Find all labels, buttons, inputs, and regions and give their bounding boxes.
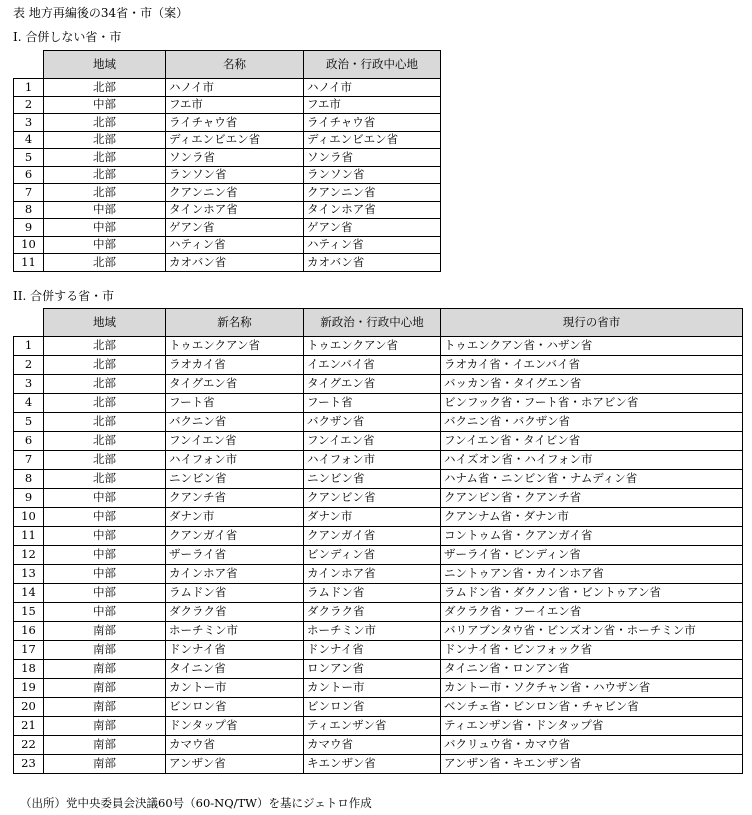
table-row [14, 451, 743, 470]
name-cell: フート省 [166, 394, 304, 413]
center-cell: ロンアン省 [304, 660, 441, 679]
center-cell: ソンラ省 [304, 149, 441, 167]
table-row [14, 755, 743, 774]
name-cell: クアンチ省 [166, 489, 304, 508]
center-cell: フート省 [304, 394, 441, 413]
region-cell: 南部 [44, 736, 166, 755]
name-cell: ビンロン省 [166, 698, 304, 717]
row-number: 7 [14, 184, 44, 202]
row-number: 2 [14, 356, 44, 375]
table-row [14, 565, 743, 584]
region-cell: 北部 [44, 114, 166, 132]
table-row [14, 201, 441, 219]
current-cell: ラオカイ省・イエンバイ省 [441, 356, 743, 375]
region-cell: 北部 [44, 470, 166, 489]
header-cell [14, 309, 44, 337]
center-cell: フエ市 [304, 96, 441, 114]
current-cell: フンイエン省・タイビン省 [441, 432, 743, 451]
row-number: 8 [14, 470, 44, 489]
current-cell: ドンナイ省・ビンフォック省 [441, 641, 743, 660]
row-number: 11 [14, 254, 44, 272]
current-cell: バクリュウ省・カマウ省 [441, 736, 743, 755]
center-cell: ゲアン省 [304, 219, 441, 237]
center-cell: ライチャウ省 [304, 114, 441, 132]
table-row [14, 622, 743, 641]
table-row [14, 679, 743, 698]
region-cell: 北部 [44, 432, 166, 451]
current-cell: ハイズオン省・ハイフォン市 [441, 451, 743, 470]
header-cell: 新名称 [166, 309, 304, 337]
center-cell: ホーチミン市 [304, 622, 441, 641]
center-cell: イエンバイ省 [304, 356, 441, 375]
region-cell: 南部 [44, 698, 166, 717]
row-number: 5 [14, 413, 44, 432]
name-cell: トゥエンクアン省 [166, 337, 304, 356]
source-note: （出所）党中央委員会決議60号（60-NQ/TW）を基にジェトロ作成 [20, 796, 372, 810]
center-cell: クアンビン省 [304, 489, 441, 508]
row-number: 10 [14, 236, 44, 254]
name-cell: ドンナイ省 [166, 641, 304, 660]
name-cell: タインホア省 [166, 201, 304, 219]
region-cell: 中部 [44, 219, 166, 237]
name-cell: タイニン省 [166, 660, 304, 679]
table-row [14, 254, 441, 272]
name-cell: アンザン省 [166, 755, 304, 774]
region-cell: 北部 [44, 79, 166, 97]
table-row [14, 337, 743, 356]
current-cell: ダクラク省・フーイエン省 [441, 603, 743, 622]
center-cell: ビンロン省 [304, 698, 441, 717]
row-number: 7 [14, 451, 44, 470]
region-cell: 南部 [44, 755, 166, 774]
table-row [14, 641, 743, 660]
name-cell: ラオカイ省 [166, 356, 304, 375]
region-cell: 北部 [44, 337, 166, 356]
row-number: 8 [14, 201, 44, 219]
region-cell: 中部 [44, 527, 166, 546]
current-cell: ニントゥアン省・カインホア省 [441, 565, 743, 584]
region-cell: 北部 [44, 394, 166, 413]
name-cell: ダクラク省 [166, 603, 304, 622]
name-cell: ニンビン省 [166, 470, 304, 489]
center-cell: ディエンビエン省 [304, 131, 441, 149]
row-number: 10 [14, 508, 44, 527]
row-number: 15 [14, 603, 44, 622]
row-number: 21 [14, 717, 44, 736]
table-caption: 表 地方再編後の34省・市（案） [13, 6, 189, 20]
center-cell: クアンガイ省 [304, 527, 441, 546]
header-cell: 地域 [44, 309, 166, 337]
table-header-row [14, 309, 743, 337]
table-row [14, 184, 441, 202]
name-cell: フエ市 [166, 96, 304, 114]
row-number: 23 [14, 755, 44, 774]
region-cell: 中部 [44, 201, 166, 219]
region-cell: 北部 [44, 149, 166, 167]
table-row [14, 698, 743, 717]
table-row [14, 470, 743, 489]
table-row [14, 489, 743, 508]
region-cell: 北部 [44, 356, 166, 375]
region-cell: 北部 [44, 375, 166, 394]
name-cell: クアンニン省 [166, 184, 304, 202]
center-cell: トゥエンクアン省 [304, 337, 441, 356]
region-cell: 北部 [44, 254, 166, 272]
table-row [14, 79, 441, 97]
region-cell: 北部 [44, 184, 166, 202]
center-cell: キエンザン省 [304, 755, 441, 774]
current-cell: ザーライ省・ビンディン省 [441, 546, 743, 565]
current-cell: バリアブンタウ省・ビンズオン省・ホーチミン市 [441, 622, 743, 641]
table-row [14, 717, 743, 736]
table-row [14, 508, 743, 527]
row-number: 3 [14, 375, 44, 394]
current-cell: カントー市・ソクチャン省・ハウザン省 [441, 679, 743, 698]
table-row [14, 603, 743, 622]
row-number: 4 [14, 394, 44, 413]
name-cell: ホーチミン市 [166, 622, 304, 641]
table-row [14, 527, 743, 546]
name-cell: カマウ省 [166, 736, 304, 755]
row-number: 17 [14, 641, 44, 660]
table-row [14, 219, 441, 237]
table-row [14, 413, 743, 432]
header-cell: 名称 [166, 51, 304, 79]
row-number: 6 [14, 432, 44, 451]
center-cell: カオバン省 [304, 254, 441, 272]
table-row [14, 394, 743, 413]
table-row [14, 356, 743, 375]
row-number: 12 [14, 546, 44, 565]
center-cell: バクザン省 [304, 413, 441, 432]
current-cell: ビンフック省・フート省・ホアビン省 [441, 394, 743, 413]
region-cell: 北部 [44, 413, 166, 432]
center-cell: フンイエン省 [304, 432, 441, 451]
current-cell: クアンビン省・クアンチ省 [441, 489, 743, 508]
name-cell: タイグエン省 [166, 375, 304, 394]
name-cell: フンイエン省 [166, 432, 304, 451]
name-cell: ライチャウ省 [166, 114, 304, 132]
center-cell: ハノイ市 [304, 79, 441, 97]
table-row [14, 149, 441, 167]
current-cell: ラムドン省・ダクノン省・ビントゥアン省 [441, 584, 743, 603]
center-cell: タイグエン省 [304, 375, 441, 394]
region-cell: 北部 [44, 451, 166, 470]
center-cell: ニンビン省 [304, 470, 441, 489]
name-cell: ゲアン省 [166, 219, 304, 237]
name-cell: ラムドン省 [166, 584, 304, 603]
name-cell: ザーライ省 [166, 546, 304, 565]
center-cell: カマウ省 [304, 736, 441, 755]
table-row [14, 96, 441, 114]
table-row [14, 166, 441, 184]
row-number: 14 [14, 584, 44, 603]
name-cell: カントー市 [166, 679, 304, 698]
name-cell: ランソン省 [166, 166, 304, 184]
current-cell: ベンチェ省・ビンロン省・チャビン省 [441, 698, 743, 717]
header-cell [14, 51, 44, 79]
table-row [14, 660, 743, 679]
table-unmerged [13, 50, 441, 272]
name-cell: ダナン市 [166, 508, 304, 527]
region-cell: 北部 [44, 131, 166, 149]
center-cell: クアンニン省 [304, 184, 441, 202]
table-row [14, 432, 743, 451]
row-number: 3 [14, 114, 44, 132]
row-number: 6 [14, 166, 44, 184]
row-number: 4 [14, 131, 44, 149]
region-cell: 中部 [44, 603, 166, 622]
region-cell: 南部 [44, 641, 166, 660]
center-cell: ラムドン省 [304, 584, 441, 603]
table-merged [13, 308, 743, 774]
row-number: 1 [14, 79, 44, 97]
center-cell: ティエンザン省 [304, 717, 441, 736]
header-cell: 現行の省市 [441, 309, 743, 337]
row-number: 22 [14, 736, 44, 755]
region-cell: 南部 [44, 660, 166, 679]
region-cell: 中部 [44, 489, 166, 508]
section2-title: II. 合併する省・市 [13, 289, 115, 303]
current-cell: ティエンザン省・ドンタップ省 [441, 717, 743, 736]
center-cell: ハイフォン市 [304, 451, 441, 470]
row-number: 9 [14, 219, 44, 237]
row-number: 19 [14, 679, 44, 698]
row-number: 9 [14, 489, 44, 508]
current-cell: タイニン省・ロンアン省 [441, 660, 743, 679]
header-cell: 地域 [44, 51, 166, 79]
region-cell: 南部 [44, 679, 166, 698]
name-cell: ハティン省 [166, 236, 304, 254]
name-cell: ドンタップ省 [166, 717, 304, 736]
name-cell: ハノイ市 [166, 79, 304, 97]
center-cell: ランソン省 [304, 166, 441, 184]
current-cell: コントゥム省・クアンガイ省 [441, 527, 743, 546]
name-cell: ソンラ省 [166, 149, 304, 167]
row-number: 18 [14, 660, 44, 679]
table-row [14, 131, 441, 149]
table-row [14, 736, 743, 755]
center-cell: ドンナイ省 [304, 641, 441, 660]
row-number: 11 [14, 527, 44, 546]
center-cell: カインホア省 [304, 565, 441, 584]
region-cell: 南部 [44, 622, 166, 641]
table-row [14, 584, 743, 603]
region-cell: 北部 [44, 166, 166, 184]
current-cell: トゥエンクアン省・ハザン省 [441, 337, 743, 356]
name-cell: カオバン省 [166, 254, 304, 272]
row-number: 20 [14, 698, 44, 717]
current-cell: アンザン省・キエンザン省 [441, 755, 743, 774]
row-number: 5 [14, 149, 44, 167]
table-row [14, 375, 743, 394]
name-cell: クアンガイ省 [166, 527, 304, 546]
center-cell: カントー市 [304, 679, 441, 698]
current-cell: ハナム省・ニンビン省・ナムディン省 [441, 470, 743, 489]
center-cell: ダナン市 [304, 508, 441, 527]
section1-title: I. 合併しない省・市 [13, 30, 122, 44]
region-cell: 中部 [44, 236, 166, 254]
center-cell: ダクラク省 [304, 603, 441, 622]
region-cell: 中部 [44, 96, 166, 114]
region-cell: 中部 [44, 565, 166, 584]
header-cell: 政治・行政中心地 [304, 51, 441, 79]
region-cell: 南部 [44, 717, 166, 736]
region-cell: 中部 [44, 508, 166, 527]
row-number: 16 [14, 622, 44, 641]
current-cell: クアンナム省・ダナン市 [441, 508, 743, 527]
current-cell: バッカン省・タイグエン省 [441, 375, 743, 394]
table-row [14, 114, 441, 132]
name-cell: バクニン省 [166, 413, 304, 432]
center-cell: ビンディン省 [304, 546, 441, 565]
header-cell: 新政治・行政中心地 [304, 309, 441, 337]
name-cell: カインホア省 [166, 565, 304, 584]
center-cell: タインホア省 [304, 201, 441, 219]
name-cell: ハイフォン市 [166, 451, 304, 470]
region-cell: 中部 [44, 584, 166, 603]
region-cell: 中部 [44, 546, 166, 565]
table-row [14, 236, 441, 254]
row-number: 1 [14, 337, 44, 356]
name-cell: ディエンビエン省 [166, 131, 304, 149]
current-cell: バクニン省・バクザン省 [441, 413, 743, 432]
table-header-row [14, 51, 441, 79]
row-number: 2 [14, 96, 44, 114]
row-number: 13 [14, 565, 44, 584]
table-row [14, 546, 743, 565]
center-cell: ハティン省 [304, 236, 441, 254]
